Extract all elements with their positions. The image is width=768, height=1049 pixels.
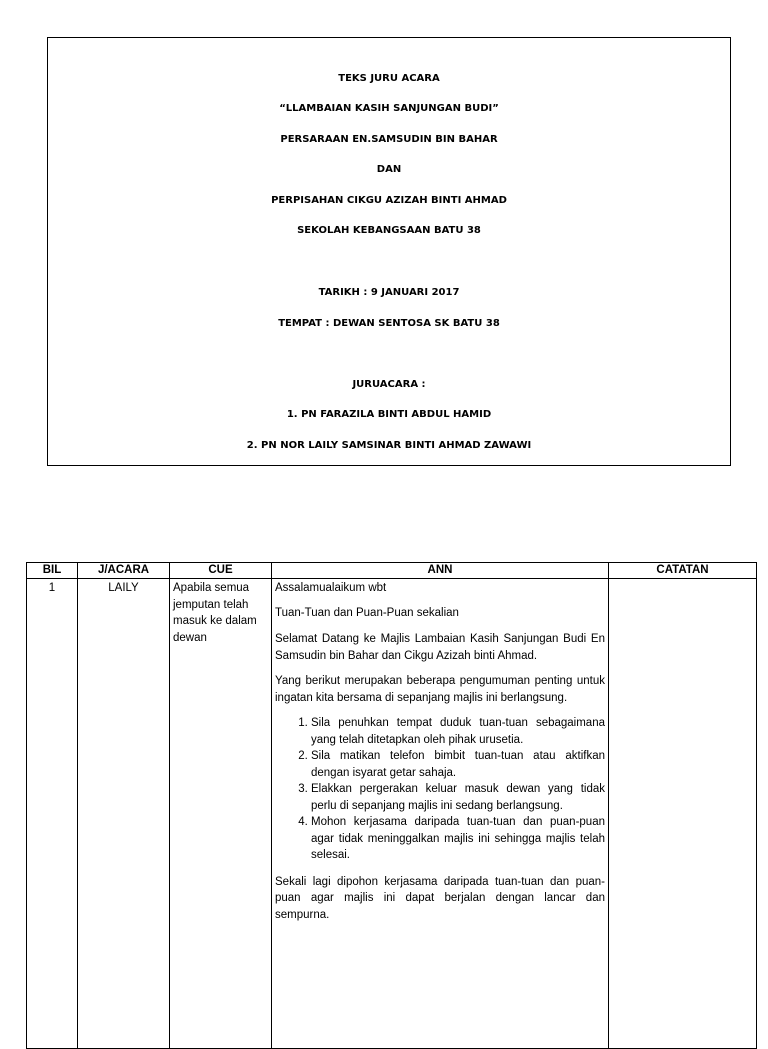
table-header-row [27,563,757,579]
table-row [27,579,757,1049]
header-catatan: CATATAN [609,563,757,579]
cell-jacara: LAILY [78,579,170,1049]
ann-closing: Sekali lagi dipohon kerjasama daripada tuan-tuan dan puan-puan agar majlis ini dapat berjalan dengan lancar dan sempurna. [275,875,605,921]
emcee-name: 1. PN FARAZILA BINTI ABDUL HAMID [286,409,492,420]
title-line: DAN [376,164,402,175]
ann-paragraph: Tuan-Tuan dan Puan-Puan sekalian [275,606,459,619]
ann-paragraph: Yang berikut merupakan beberapa pengumuman penting untuk ingatan kita bersama di sepanjang majlis ini berlangsung. [275,675,605,704]
header-ann: ANN [272,563,609,579]
title-line: PERSARAAN EN.SAMSUDIN BIN BAHAR [280,134,498,145]
cell-catatan [609,579,757,1049]
title-block [47,37,731,466]
emcee-heading: JURUACARA : [352,379,426,390]
cell-cue: Apabila semua jemputan telah masuk ke dalam dewan [170,579,272,1049]
cell-bil: 1 [27,579,78,1049]
header-bil: BIL [27,563,78,579]
emcee-name: 2. PN NOR LAILY SAMSINAR BINTI AHMAD ZAWAWI [246,440,532,451]
list-item: 2. Sila matikan telefon bimbit tuan-tuan atau aktifkan dengan isyarat getar sahaja. [311,748,605,781]
header-cue: CUE [170,563,272,579]
announcement-list [275,715,605,864]
header-jacara: J/ACARA [78,563,170,579]
list-item: 4. Mohon kerjasama daripada tuan-tuan dan puan-puan agar tidak meninggalkan majlis ini sehingga majlis telah selesai. [311,814,605,864]
ann-paragraph: Assalamualaikum wbt [275,582,387,594]
title-line: TEKS JURU ACARA [338,73,440,84]
date-line: TARIKH : 9 JANUARI 2017 [318,287,460,298]
title-line: “LLAMBAIAN KASIH SANJUNGAN BUDI” [279,103,499,114]
list-item: 1. Sila penuhkan tempat duduk tuan-tuan sebagaimana yang telah ditetapkan oleh pihak urusetia. [311,715,605,748]
ann-paragraph: Selamat Datang ke Majlis Lambaian Kasih Sanjungan Budi En Samsudin bin Bahar dan Cikgu Azizah binti Ahmad. [275,633,605,662]
title-line: SEKOLAH KEBANGSAAN BATU 38 [297,225,481,236]
cell-ann [272,579,609,1049]
venue-line: TEMPAT : DEWAN SENTOSA SK BATU 38 [278,318,500,329]
title-line: PERPISAHAN CIKGU AZIZAH BINTI AHMAD [271,195,507,206]
list-item: 3. Elakkan pergerakan keluar masuk dewan yang tidak perlu di sepanjang majlis ini sedang berlangsung. [311,781,605,814]
program-table [26,562,757,1049]
